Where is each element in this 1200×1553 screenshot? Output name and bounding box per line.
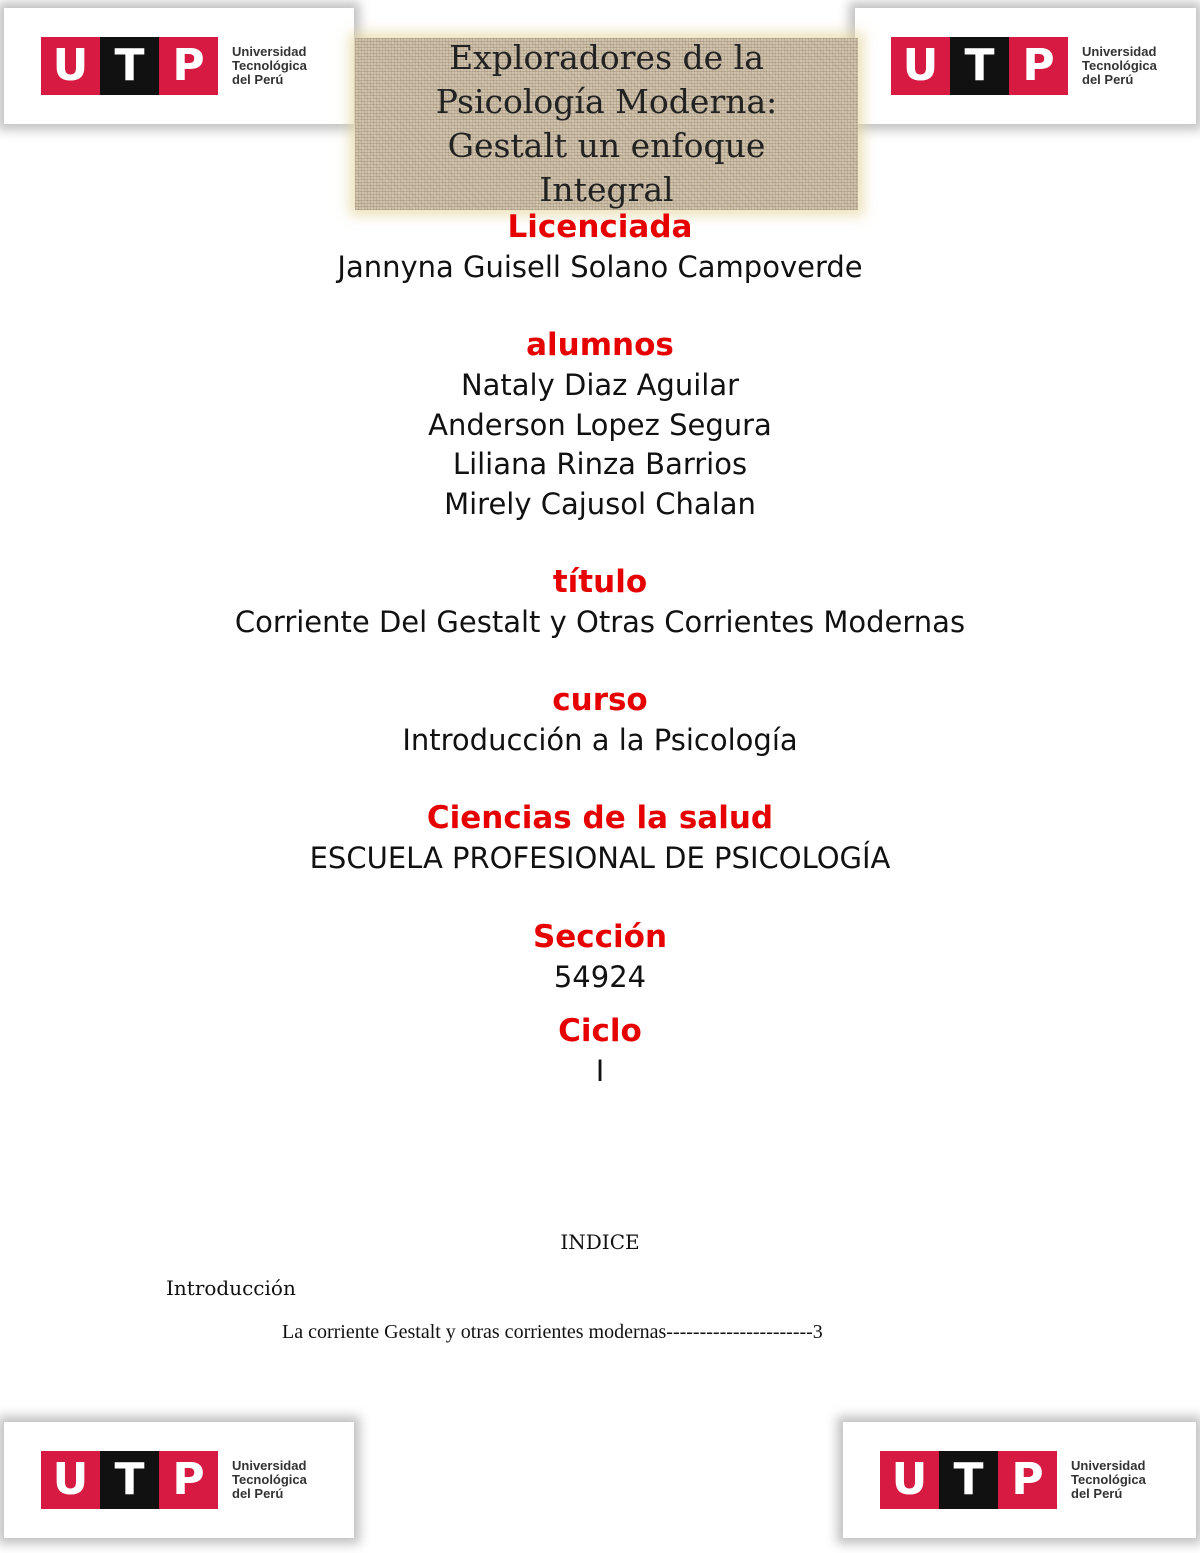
logo-line-2: Tecnológica <box>232 1472 307 1487</box>
logo-letter-p: P <box>159 1451 218 1509</box>
utp-logo-bottom-right <box>843 1422 1196 1538</box>
logo-letter-p: P <box>1009 37 1068 95</box>
logo-wordmark <box>232 1459 307 1501</box>
logo-wordmark <box>232 45 307 87</box>
logo-line-2: Tecnológica <box>232 58 307 73</box>
logo-letter-u: U <box>891 37 950 95</box>
logo-letter-p: P <box>159 37 218 95</box>
title-banner <box>355 38 858 210</box>
ciclo-label: Ciclo <box>558 1013 642 1049</box>
licenciada-label: Licenciada <box>507 209 693 245</box>
logo-line-3: del Perú <box>232 72 284 87</box>
curso-label: curso <box>552 682 648 718</box>
alumno-name: Mirely Cajusol Chalan <box>444 486 756 521</box>
alumno-name: Nataly Diaz Aguilar <box>460 368 740 402</box>
logo-line-3: del Perú <box>1082 72 1134 87</box>
utp-logo-bottom-left <box>4 1422 354 1538</box>
logo-letter-u: U <box>41 1451 100 1509</box>
logo-line-2: Tecnológica <box>1082 58 1157 73</box>
logo-letter-u: U <box>880 1451 939 1509</box>
index-entry: La corriente Gestalt y otras corrientes modernas----------------------3 <box>282 1321 823 1343</box>
logo-letter-t: T <box>100 37 159 95</box>
logo-letters <box>891 37 1068 95</box>
logo-line-1: Universidad <box>232 44 307 59</box>
escuela-value: ESCUELA PROFESIONAL DE PSICOLOGÍA <box>309 841 891 875</box>
logo-letter-t: T <box>939 1451 998 1509</box>
titulo-label: título <box>552 564 648 600</box>
logo-letter-p: P <box>998 1451 1057 1509</box>
licenciada-name: Jannyna Guisell Solano Campoverde <box>337 250 863 284</box>
alumno-name: Anderson Lopez Segura <box>428 407 772 442</box>
ciclo-value: I <box>595 1054 605 1088</box>
logo-letter-t: T <box>950 37 1009 95</box>
index-heading: Introducción <box>166 1276 296 1300</box>
facultad-label: Ciencias de la salud <box>426 800 774 836</box>
logo-line-2: Tecnológica <box>1071 1472 1146 1487</box>
document-title: Exploradores de la Psicología Moderna: Gestalt un enfoque Integral <box>435 38 778 209</box>
logo-line-3: del Perú <box>232 1486 284 1501</box>
curso-value: Introducción a la Psicología <box>402 723 798 757</box>
logo-letters <box>880 1451 1057 1509</box>
seccion-value: 54924 <box>553 960 647 994</box>
alumno-name: Liliana Rinza Barrios <box>452 447 748 481</box>
titulo-value: Corriente Del Gestalt y Otras Corrientes Modernas <box>234 605 966 639</box>
logo-line-1: Universidad <box>232 1458 307 1473</box>
index-title: INDICE <box>560 1230 640 1254</box>
logo-line-1: Universidad <box>1071 1458 1146 1473</box>
logo-line-3: del Perú <box>1071 1486 1123 1501</box>
utp-logo-top-left <box>4 8 354 124</box>
alumnos-label: alumnos <box>526 327 674 363</box>
utp-logo-top-right <box>855 8 1196 124</box>
logo-wordmark <box>1071 1459 1146 1501</box>
logo-letter-t: T <box>100 1451 159 1509</box>
logo-line-1: Universidad <box>1082 44 1157 59</box>
logo-wordmark <box>1082 45 1157 87</box>
logo-letters <box>41 37 218 95</box>
logo-letter-u: U <box>41 37 100 95</box>
logo-letters <box>41 1451 218 1509</box>
seccion-label: Sección <box>532 919 668 955</box>
